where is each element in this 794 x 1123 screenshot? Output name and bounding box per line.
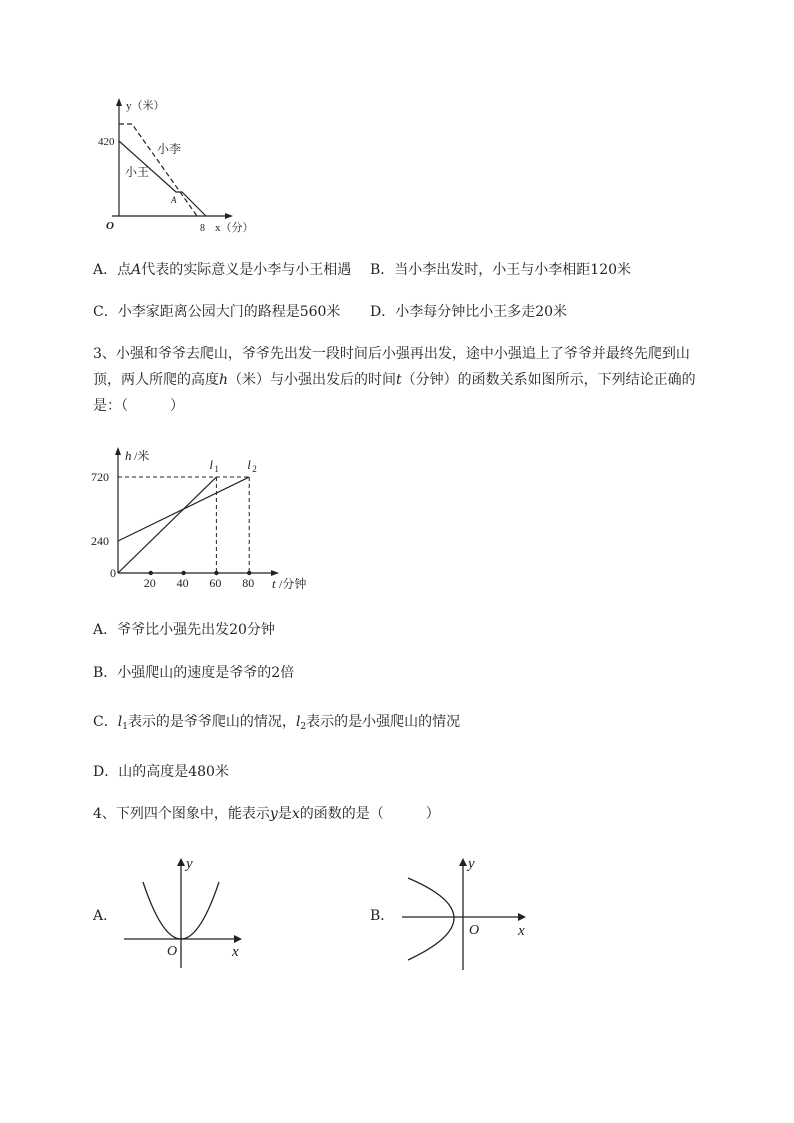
graph-a-origin: O: [167, 944, 178, 959]
y-axis-label: y（米）: [126, 100, 165, 112]
chart-origin: 0: [110, 566, 116, 580]
line-label-l2: l: [247, 457, 251, 473]
graph-a-y-label: y: [186, 856, 193, 872]
x-tick-80: 80: [242, 576, 255, 590]
graph-a-x-label: x: [232, 944, 239, 960]
line-label-sub-l2: 2: [252, 464, 257, 475]
chart-x-axis-var: t: [272, 576, 276, 591]
line-label-sub-l1: 1: [214, 464, 219, 475]
y-tick-240: 240: [91, 534, 109, 549]
q3-stem-line2: 顶，两人所爬的高度h（米）与小强出发后的时间t（分钟）的函数关系如图所示，下列结论正确的: [93, 372, 696, 388]
x-tick-20: 20: [143, 576, 156, 590]
x-tick-8: 8: [200, 223, 205, 234]
point-a-label: A: [171, 195, 177, 205]
q3-stem-line3: 是：（ ）: [93, 398, 184, 414]
chart-y-axis-var: h: [125, 448, 132, 463]
graph-b-curve: [408, 878, 454, 960]
origin-label: O: [106, 220, 114, 232]
graph-b-origin: O: [469, 923, 480, 938]
q3-option-a[interactable]: A．爷爷比小强先出发20分钟: [93, 622, 275, 638]
q4-stem: 4、下列四个图象中，能表示y是x的函数的是（ ）: [93, 806, 440, 822]
x-tick-40: 40: [176, 576, 189, 590]
q3-option-b[interactable]: B．小强爬山的速度是爷爷的2倍: [93, 665, 295, 681]
y-tick-720: 720: [91, 470, 109, 485]
chart-y-axis-unit: /米: [134, 449, 150, 463]
q4-option-a-label[interactable]: A．: [93, 908, 118, 924]
graph-b-y-label: y: [468, 856, 475, 872]
graph-b-x-label: x: [518, 923, 525, 939]
x-tick-60: 60: [209, 576, 222, 590]
q4-option-b-label[interactable]: B．: [370, 908, 395, 924]
label-xiaoli: 小李: [157, 142, 182, 156]
q3-option-c[interactable]: C．$l_1$表示的是爷爷爬山的情况，$l_2$表示的是小强爬山的情况: [93, 714, 461, 732]
q2-option-d[interactable]: D．小李每分钟比小王多走20米: [370, 304, 568, 320]
q2-option-b[interactable]: B．当小李出发时，小王与小李相距120米: [370, 262, 632, 278]
label-xiaowang: 小王: [125, 165, 150, 179]
x-axis-label: x（分）: [215, 222, 254, 234]
q3-stem-line1: 3、小强和爷爷去爬山，爷爷先出发一段时间后小强再出发，途中小强追上了爷爷并最终先爬到山: [93, 346, 690, 362]
line-label-l1: l: [209, 457, 214, 473]
graph-b-y-arrow-icon: [459, 858, 467, 866]
q2-option-c[interactable]: C．小李家距离公园大门的路程是560米: [93, 304, 341, 320]
graph-b-x-arrow-icon: [518, 913, 526, 921]
q2-option-a[interactable]: A．点A代表的实际意义是小李与小王相遇: [93, 262, 352, 278]
chart-x-axis-unit: /分钟: [279, 577, 307, 591]
y-tick-420: 420: [98, 136, 115, 148]
q3-option-d[interactable]: D．山的高度是480米: [93, 764, 229, 780]
